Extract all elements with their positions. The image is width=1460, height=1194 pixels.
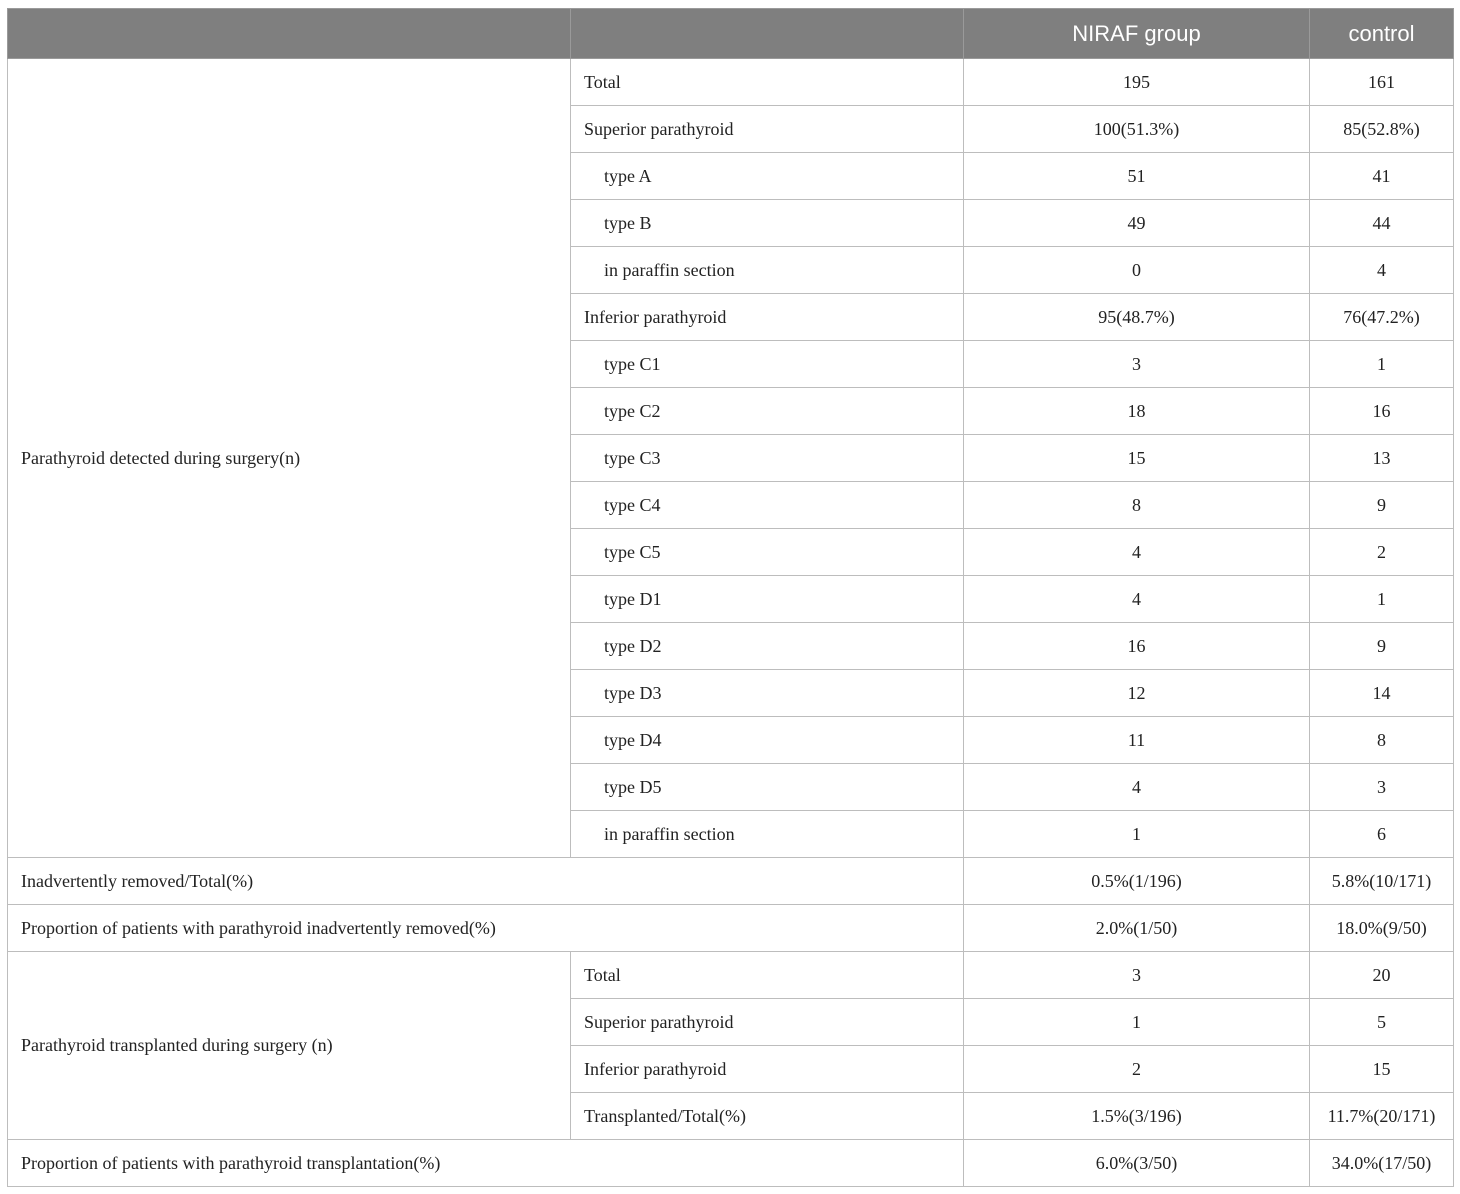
removed-total-label: Inadvertently removed/Total(%): [8, 858, 964, 905]
niraf-value: 2: [964, 1046, 1310, 1093]
control-value: 4: [1310, 247, 1454, 294]
control-value: 2: [1310, 529, 1454, 576]
row-label: type C3: [571, 435, 964, 482]
table-row: [8, 952, 1454, 999]
niraf-value: 16: [964, 623, 1310, 670]
niraf-value: 3: [964, 952, 1310, 999]
row-label: Superior parathyroid: [571, 999, 964, 1046]
niraf-value: 8: [964, 482, 1310, 529]
row-label: Transplanted/Total(%): [571, 1093, 964, 1140]
niraf-value: 1: [964, 811, 1310, 858]
niraf-value: 1: [964, 999, 1310, 1046]
transplanted-group-label: Parathyroid transplanted during surgery (n): [8, 952, 571, 1140]
row-label: type A: [571, 153, 964, 200]
row-label: Superior parathyroid: [571, 106, 964, 153]
niraf-value: 49: [964, 200, 1310, 247]
control-value: 76(47.2%): [1310, 294, 1454, 341]
niraf-value: 11: [964, 717, 1310, 764]
control-value: 18.0%(9/50): [1310, 905, 1454, 952]
niraf-value: 2.0%(1/50): [964, 905, 1310, 952]
control-value: 9: [1310, 482, 1454, 529]
row-label: type C1: [571, 341, 964, 388]
niraf-value: 4: [964, 764, 1310, 811]
control-value: 34.0%(17/50): [1310, 1140, 1454, 1187]
control-value: 41: [1310, 153, 1454, 200]
row-label: type C2: [571, 388, 964, 435]
header-cell-niraf: NIRAF group: [964, 9, 1310, 59]
niraf-value: 15: [964, 435, 1310, 482]
row-label: type C4: [571, 482, 964, 529]
niraf-value: 195: [964, 59, 1310, 106]
header-row: [8, 9, 1454, 59]
control-value: 8: [1310, 717, 1454, 764]
table-row: [8, 905, 1454, 952]
row-label: type D1: [571, 576, 964, 623]
control-value: 15: [1310, 1046, 1454, 1093]
niraf-value: 0: [964, 247, 1310, 294]
control-value: 13: [1310, 435, 1454, 482]
niraf-value: 51: [964, 153, 1310, 200]
row-label: Total: [571, 59, 964, 106]
header-cell-subcategory: [571, 9, 964, 59]
results-table: [7, 8, 1454, 1187]
row-label: type D4: [571, 717, 964, 764]
niraf-value: 1.5%(3/196): [964, 1093, 1310, 1140]
table-row: [8, 1140, 1454, 1187]
control-value: 20: [1310, 952, 1454, 999]
niraf-value: 3: [964, 341, 1310, 388]
header-cell-category: [8, 9, 571, 59]
control-value: 1: [1310, 576, 1454, 623]
row-label: type D2: [571, 623, 964, 670]
header-cell-control: control: [1310, 9, 1454, 59]
transplant-patients-label: Proportion of patients with parathyroid transplantation(%): [8, 1140, 964, 1187]
control-value: 1: [1310, 341, 1454, 388]
control-value: 44: [1310, 200, 1454, 247]
control-value: 5: [1310, 999, 1454, 1046]
table-row: [8, 59, 1454, 106]
niraf-value: 18: [964, 388, 1310, 435]
control-value: 16: [1310, 388, 1454, 435]
niraf-value: 95(48.7%): [964, 294, 1310, 341]
row-label: type D5: [571, 764, 964, 811]
niraf-value: 100(51.3%): [964, 106, 1310, 153]
row-label: in paraffin section: [571, 247, 964, 294]
row-label: Total: [571, 952, 964, 999]
row-label: in paraffin section: [571, 811, 964, 858]
niraf-value: 4: [964, 576, 1310, 623]
control-value: 161: [1310, 59, 1454, 106]
detected-group-label: Parathyroid detected during surgery(n): [8, 59, 571, 858]
table-body: [8, 59, 1454, 1187]
control-value: 14: [1310, 670, 1454, 717]
control-value: 5.8%(10/171): [1310, 858, 1454, 905]
row-label: Inferior parathyroid: [571, 294, 964, 341]
niraf-value: 0.5%(1/196): [964, 858, 1310, 905]
row-label: type D3: [571, 670, 964, 717]
row-label: type B: [571, 200, 964, 247]
niraf-value: 12: [964, 670, 1310, 717]
control-value: 9: [1310, 623, 1454, 670]
niraf-value: 4: [964, 529, 1310, 576]
table-row: [8, 858, 1454, 905]
control-value: 6: [1310, 811, 1454, 858]
removed-patients-label: Proportion of patients with parathyroid inadvertently removed(%): [8, 905, 964, 952]
control-value: 3: [1310, 764, 1454, 811]
niraf-value: 6.0%(3/50): [964, 1140, 1310, 1187]
row-label: type C5: [571, 529, 964, 576]
control-value: 85(52.8%): [1310, 106, 1454, 153]
table-header: [8, 9, 1454, 59]
control-value: 11.7%(20/171): [1310, 1093, 1454, 1140]
row-label: Inferior parathyroid: [571, 1046, 964, 1093]
